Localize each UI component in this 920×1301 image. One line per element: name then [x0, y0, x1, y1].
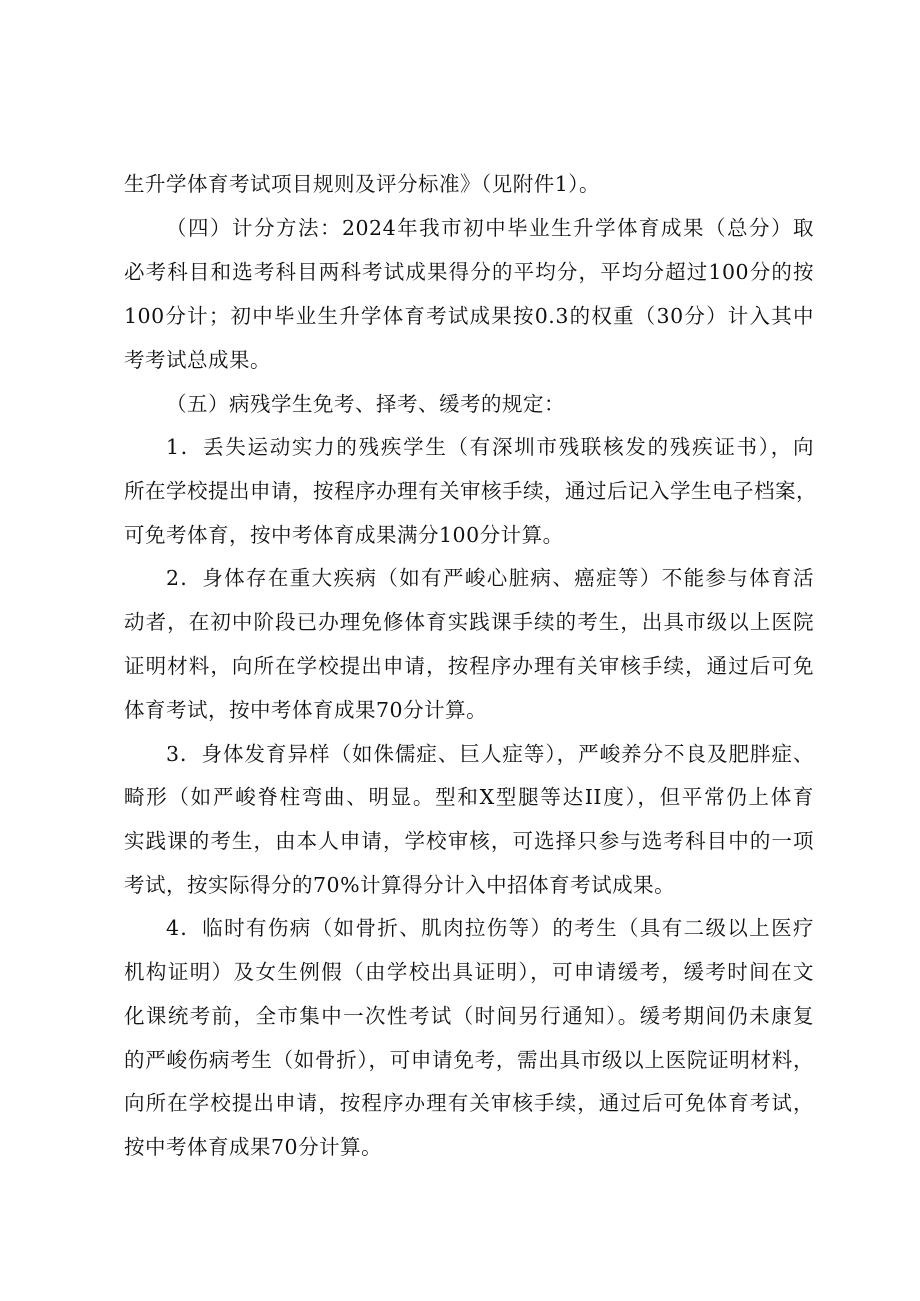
- text-line-10: 2．身体存在重大疾病（如有严峻心脏病、癌症等）不能参与体育活: [166, 566, 814, 590]
- text-line-23: 按中考体育成果70分计算。: [124, 1135, 383, 1159]
- text-line-14: 3．身体发育异样（如侏儒症、巨人症等），严峻养分不良及肥胖症、: [166, 742, 814, 766]
- text-line-13: 体育考试，按中考体育成果70分计算。: [124, 698, 488, 722]
- text-line-9: 可免考体育，按中考体育成果满分100分计算。: [124, 523, 564, 547]
- text-line-19: 机构证明）及女生例假（由学校出具证明），可申请缓考，缓考时间在文: [124, 960, 814, 984]
- text-line-5: 考考试总成果。: [124, 348, 271, 372]
- text-line-8: 所在学校提出申请，按程序办理有关审核手续，通过后记入学生电子档案，: [124, 479, 817, 503]
- text-line-12: 证明材料，向所在学校提出申请，按程序办理有关审核手续，通过后可免: [124, 654, 814, 678]
- text-line-2: （四）计分方法：2024年我市初中毕业生升学体育成果（总分）取: [166, 216, 814, 240]
- text-line-16: 实践课的考生，由本人申请，学校审核，可选择只参与选考科目中的一项: [124, 829, 814, 853]
- text-line-11: 动者，在初中阶段已办理免修体育实践课手续的考生，出具市级以上医院: [124, 610, 814, 634]
- text-line-18: 4．临时有伤病（如骨折、肌肉拉伤等）的考生（具有二级以上医疗: [166, 916, 814, 940]
- text-line-22: 向所在学校提出申请，按程序办理有关审核手续，通过后可免体育考试，: [124, 1091, 814, 1115]
- text-line-4: 100分计；初中毕业生升学体育考试成果按0.3的权重（30分）计入其中: [124, 304, 814, 328]
- text-line-7: 1．丢失运动实力的残疾学生（有深圳市残联核发的残疾证书），向: [166, 435, 814, 459]
- text-line-1: 生升学体育考试项目规则及评分标准》（见附件1）。: [124, 172, 601, 196]
- text-line-3: 必考科目和选考科目两科考试成果得分的平均分，平均分超过100分的按: [124, 260, 814, 284]
- text-line-21: 的严峻伤病考生（如骨折），可申请免考，需出具市级以上医院证明材料，: [124, 1048, 814, 1072]
- text-line-6: （五）病残学生免考、择考、缓考的规定：: [166, 392, 565, 416]
- text-line-15: 畸形（如严峻脊柱弯曲、明显。型和X型腿等达II度），但平常仍上体育: [124, 785, 814, 809]
- text-line-20: 化课统考前，全市集中一次性考试（时间另行通知）。缓考期间仍未康复: [124, 1004, 814, 1028]
- text-line-17: 考试，按实际得分的70%计算得分计入中招体育考试成果。: [124, 873, 676, 897]
